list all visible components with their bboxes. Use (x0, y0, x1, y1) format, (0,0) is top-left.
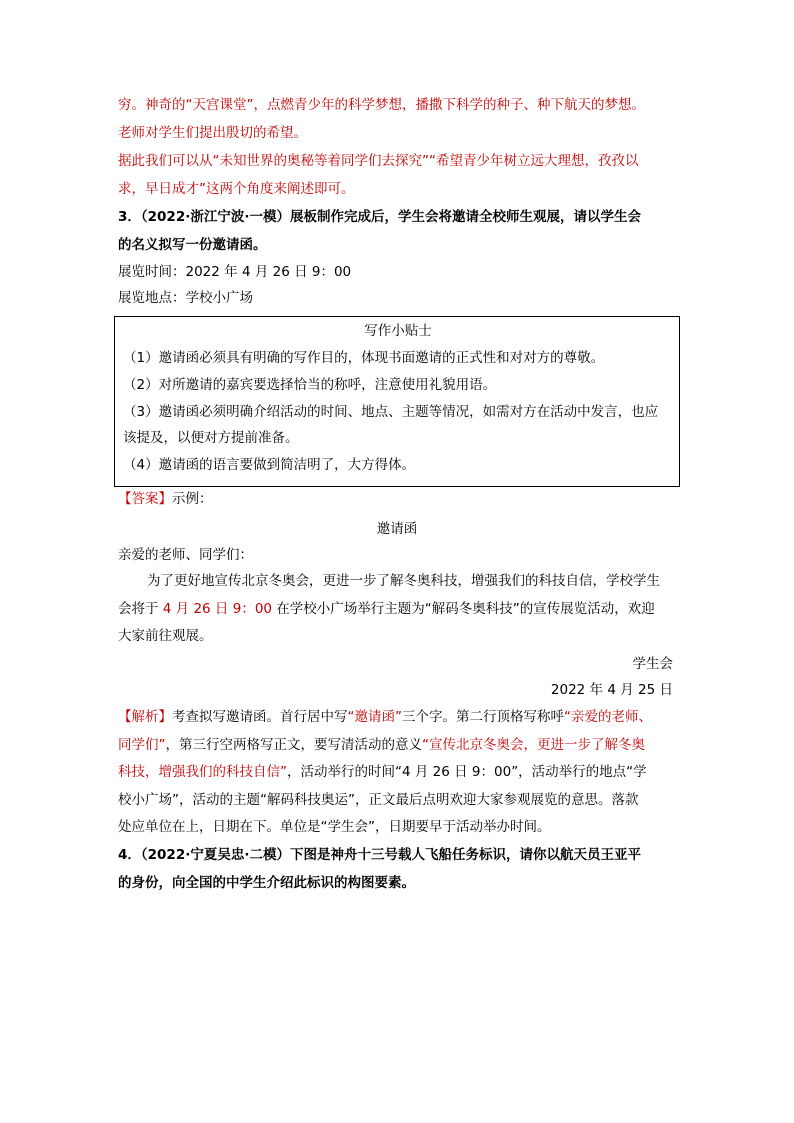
analysis-2b: ，第三行空两格写正文，要写清活动的意义 (165, 737, 422, 753)
analysis-1d: “亲爱的老师、 (564, 709, 652, 725)
top-text-line-1 (118, 96, 645, 114)
tip-4: （4）邀请函的语言要做到简洁明了，大方得体。 (123, 457, 416, 473)
answer-tag: 【答案】 (118, 491, 172, 507)
letter-salutation: 亲爱的老师、同学们： (118, 547, 253, 563)
q4-line-2: 的身份，向全国的中学生介绍此标识的构图要素。 (118, 875, 415, 891)
letter-theme: “解码冬奥科技” (424, 601, 520, 617)
analysis-2c: “宣传北京冬奥会，更进一步了解冬奥 (422, 737, 645, 753)
top-quote-2: “希望青少年树立远大理想，孜孜以 (429, 153, 639, 169)
analysis-1b: “邀请函” (347, 709, 402, 725)
answer-example-label: 示例： (172, 491, 213, 507)
letter-date: 2022 年 4 月 25 日 (550, 682, 673, 698)
letter-body-3: 大家前往观展。 (118, 628, 213, 644)
tip-1: （1）邀请函必须具有明确的写作目的，体现书面邀请的正式性和对对方的尊敬。 (123, 350, 605, 366)
top-text-3a: 据此我们可以从 (118, 153, 213, 169)
top-text-line-2 (118, 124, 307, 142)
analysis-line-2 (118, 736, 645, 754)
letter-body-2e: 的宣传展览活动，欢迎 (519, 601, 655, 617)
q3-line-1: 3．（2022·浙江宁波·一模）展板制作完成后，学生会将邀请全校师生观展，请以学生会 (118, 209, 641, 225)
analysis-line-4: 校小广场”，活动的主题“解码科技奥运”，正文最后点明欢迎大家参观展览的意思。落款 (118, 792, 639, 808)
tip-2: （2）对所邀请的嘉宾要选择恰当的称呼，注意使用礼貌用语。 (123, 377, 497, 393)
q3-line-2: 的名义拟写一份邀请函。 (118, 237, 267, 253)
letter-date-time: 4 月 26 日 9：00 (158, 601, 277, 617)
letter-body-2a: 会将于 (118, 601, 159, 617)
top-text-line-4 (118, 180, 355, 198)
top-quote-1: “未知世界的奥秘等着同学们去探究” (212, 153, 429, 169)
top-text-2: 老师对学生们提出殷切的希望。 (118, 125, 307, 141)
letter-signature: 学生会 (632, 656, 673, 672)
analysis-3b: ，活动举行的时间“4 月 26 日 9：00”，活动举行的地点“学 (287, 764, 647, 780)
tip-3b: 该提及，以便对方提前准备。 (123, 430, 299, 446)
letter-body-1: 为了更好地宣传北京冬奥会，更进一步了解冬奥科技，增强我们的科技自信，学校学生 (147, 573, 660, 589)
top-text-1: 穷。神奇的“天宫课堂”，点燃青少年的科学梦想，播撒下科学的种子、种下航天的梦想。 (118, 97, 645, 113)
top-text-4: 这两个角度来阐述即可。 (206, 181, 355, 197)
top-text-line-3 (118, 152, 639, 170)
analysis-1c: 三个字。第二行顶格写称呼 (402, 709, 564, 725)
analysis-line-5: 处应单位在上，日期在下。单位是“学生会”，日期要早于活动举办时间。 (118, 819, 551, 835)
analysis-line-1 (118, 708, 652, 726)
top-quote-2-cont: 求，早日成才” (118, 181, 206, 197)
analysis-3a: 科技，增强我们的科技自信” (118, 764, 287, 780)
answer-label-line (118, 490, 213, 508)
exhibit-place: 展览地点：学校小广场 (118, 290, 253, 306)
tips-title: 写作小贴士 (364, 323, 432, 339)
analysis-tag: 【解析】 (118, 709, 172, 725)
writing-tips-box (114, 316, 680, 487)
letter-body-2 (118, 600, 655, 618)
exhibit-time: 展览时间：2022 年 4 月 26 日 9：00 (118, 264, 352, 280)
tip-3a: （3）邀请函必须明确介绍活动的时间、地点、主题等情况，如需对方在活动中发言，也应 (123, 404, 659, 420)
analysis-2a: 同学们” (118, 737, 166, 753)
q4-line-1: 4．（2022·宁夏吴忠·二模）下图是神舟十三号载人飞船任务标识，请你以航天员王亚平 (118, 847, 641, 863)
letter-body-2c: 在学校小广场举行主题为 (276, 601, 425, 617)
letter-title: 邀请函 (376, 521, 418, 537)
analysis-1a: 考查拟写邀请函。首行居中写 (172, 709, 348, 725)
analysis-line-3 (118, 763, 647, 781)
